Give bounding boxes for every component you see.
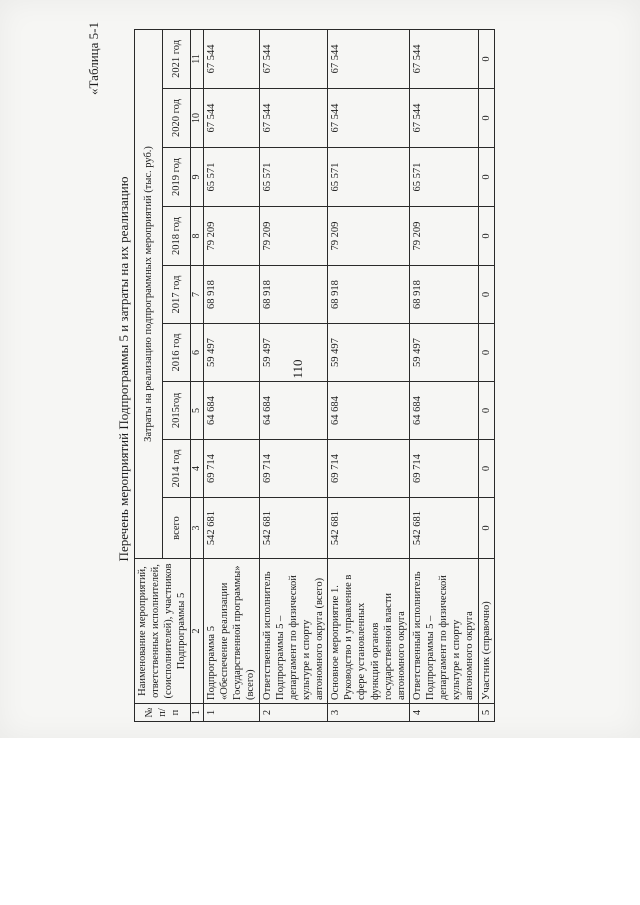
column-number: 11 [190, 29, 204, 88]
row-year-value: 69 714 [259, 440, 328, 498]
row-year-value: 68 918 [328, 266, 410, 324]
column-number: 10 [190, 89, 204, 148]
row-year-value: 69 714 [204, 440, 260, 498]
row-year-value: 0 [478, 148, 494, 207]
row-year-value: 65 571 [409, 148, 478, 207]
row-index: 2 [259, 704, 328, 722]
header-year: 2017 год [162, 266, 190, 324]
row-year-value: 64 684 [328, 382, 410, 440]
row-name: Участник (справочно) [478, 559, 494, 704]
row-index: 1 [204, 704, 260, 722]
row-year-value: 67 544 [328, 29, 410, 88]
row-total-value: 542 681 [259, 498, 328, 559]
row-year-value: 67 544 [409, 29, 478, 88]
table-row [259, 29, 328, 721]
row-year-value: 0 [478, 89, 494, 148]
table-row [204, 29, 260, 721]
header-year: 2014 год [162, 440, 190, 498]
row-year-value: 59 497 [259, 324, 328, 382]
column-number: 7 [190, 266, 204, 324]
row-year-value: 0 [478, 29, 494, 88]
row-name: Ответственный исполнитель Подпрограммы 5 – департамент по физической культуре и спорту автономного округа (всего) [259, 559, 328, 704]
row-year-value: 68 918 [259, 266, 328, 324]
row-year-value: 0 [478, 382, 494, 440]
column-number: 8 [190, 207, 204, 266]
row-index: 3 [328, 704, 410, 722]
row-year-value: 67 544 [328, 89, 410, 148]
row-year-value: 69 714 [328, 440, 410, 498]
column-number: 4 [190, 440, 204, 498]
table-title: Перечень мероприятий Подпрограммы 5 и затраты на их реализацию [116, 176, 131, 562]
row-year-value: 79 209 [204, 207, 260, 266]
row-total-value: 542 681 [204, 498, 260, 559]
row-year-value: 67 544 [204, 29, 260, 88]
costs-table [134, 29, 495, 722]
header-total: всего [162, 498, 190, 559]
row-year-value: 79 209 [259, 207, 328, 266]
row-name: Подпрограмма 5 «Обеспечение реализации Государственной программы» (всего) [204, 559, 260, 704]
table-body [204, 29, 495, 721]
row-name: Ответственный исполнитель Подпрограммы 5 – департамент по физической культуре и спорту автономного округа [409, 559, 478, 704]
row-year-value: 64 684 [409, 382, 478, 440]
column-number: 6 [190, 324, 204, 382]
column-number: 2 [190, 559, 204, 704]
row-index: 4 [409, 704, 478, 722]
header-year: 2021 год [162, 29, 190, 88]
row-year-value: 64 684 [204, 382, 260, 440]
row-year-value: 65 571 [204, 148, 260, 207]
column-number: 3 [190, 498, 204, 559]
header-row-1 [135, 29, 163, 721]
row-year-value: 64 684 [259, 382, 328, 440]
row-year-value: 59 497 [204, 324, 260, 382]
header-num: № п/п [135, 704, 191, 722]
header-year: 2019 год [162, 148, 190, 207]
row-year-value: 59 497 [409, 324, 478, 382]
row-index: 5 [478, 704, 494, 722]
column-numbers-row [190, 29, 204, 721]
row-year-value: 79 209 [328, 207, 410, 266]
header-year: 2020 год [162, 89, 190, 148]
row-year-value: 0 [478, 266, 494, 324]
row-year-value: 0 [478, 324, 494, 382]
row-total-value: 0 [478, 498, 494, 559]
row-name: Основное мероприятие 1. Руководство и управление в сфере установленных функций органов государственной власти автономного округа [328, 559, 410, 704]
row-total-value: 542 681 [328, 498, 410, 559]
row-year-value: 79 209 [409, 207, 478, 266]
row-year-value: 65 571 [259, 148, 328, 207]
table-row [328, 29, 410, 721]
column-number: 1 [190, 704, 204, 722]
column-number: 5 [190, 382, 204, 440]
row-year-value: 59 497 [328, 324, 410, 382]
row-year-value: 67 544 [259, 29, 328, 88]
header-year: 2015год [162, 382, 190, 440]
row-year-value: 67 544 [259, 89, 328, 148]
row-year-value: 67 544 [204, 89, 260, 148]
table-row [409, 29, 478, 721]
row-year-value: 68 918 [409, 266, 478, 324]
row-year-value: 67 544 [409, 89, 478, 148]
row-year-value: 68 918 [204, 266, 260, 324]
header-name: Наименование мероприятий, ответственных исполнителей, (соисполнителей), участников Подпрограммы 5 [135, 559, 191, 704]
row-total-value: 542 681 [409, 498, 478, 559]
row-year-value: 0 [478, 440, 494, 498]
page-number: 110 [290, 359, 305, 379]
header-costs: Затраты на реализацию подпрограммных мероприятий (тыс. руб.) [135, 29, 163, 558]
column-number: 9 [190, 148, 204, 207]
row-year-value: 0 [478, 207, 494, 266]
table-tag: «Таблица 5-1 [86, 22, 101, 95]
header-year: 2018 год [162, 207, 190, 266]
row-year-value: 65 571 [328, 148, 410, 207]
header-year: 2016 год [162, 324, 190, 382]
table-row [478, 29, 494, 721]
row-year-value: 69 714 [409, 440, 478, 498]
